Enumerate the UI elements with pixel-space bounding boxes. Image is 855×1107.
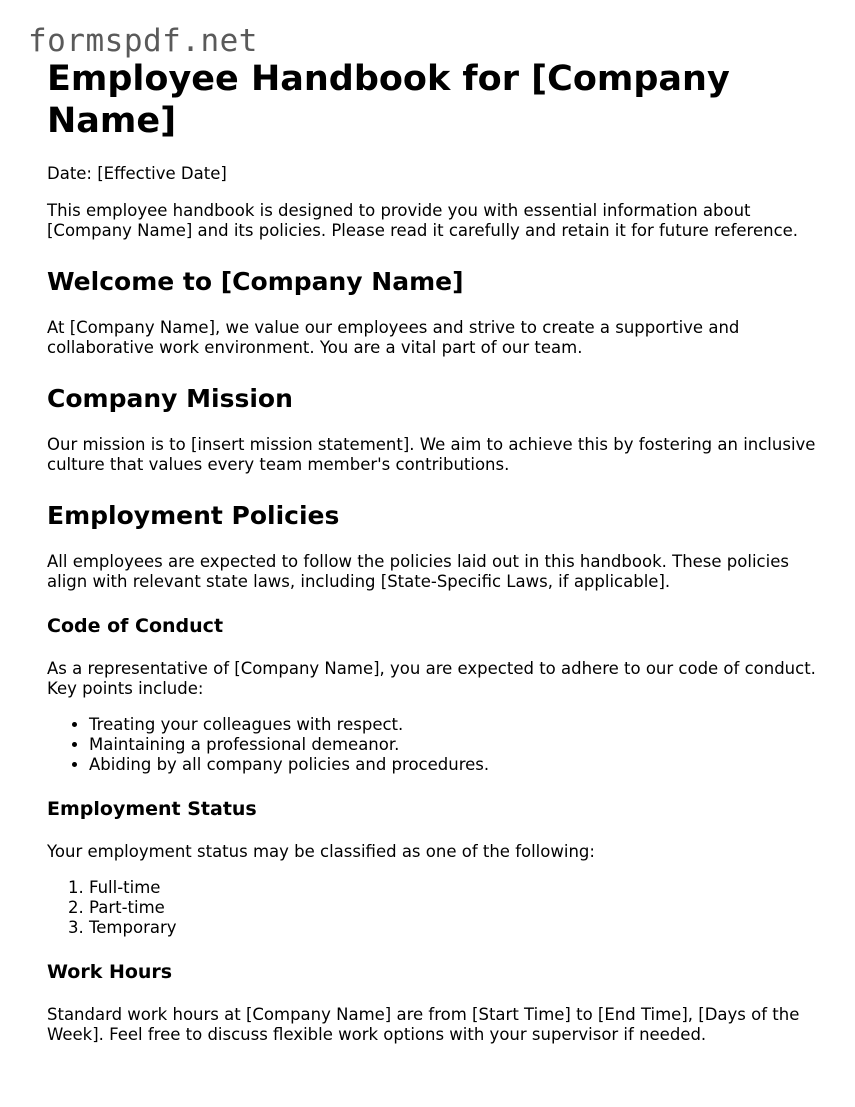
policies-paragraph: All employees are expected to follow the policies laid out in this handbook. These policies align with relevant state laws, including [State-Specific Laws, if applicable]. <box>47 552 789 591</box>
watermark: formspdf.net <box>28 23 258 59</box>
conduct-heading: Code of Conduct <box>47 615 224 637</box>
page-title: Employee Handbook for [Company Name] <box>47 59 730 141</box>
welcome-paragraph: At [Company Name], we value our employees and strive to create a supportive and collaborative work environment. You are a vital part of our team. <box>47 318 740 357</box>
list-item: • Maintaining a professional demeanor. <box>89 735 817 755</box>
list-item: 3. Temporary <box>89 918 817 938</box>
welcome-heading: Welcome to [Company Name] <box>47 267 464 296</box>
status-list <box>47 878 817 938</box>
conduct-list <box>47 715 817 775</box>
conduct-paragraph: As a representative of [Company Name], you are expected to adhere to our code of conduct. Key points include: <box>47 659 816 698</box>
list-item: • Treating your colleagues with respect. <box>89 715 817 735</box>
list-item: 2. Part-time <box>89 898 817 918</box>
status-paragraph: Your employment status may be classified as one of the following: <box>47 842 595 861</box>
mission-paragraph: Our mission is to [insert mission statement]. We aim to achieve this by fostering an inclusive culture that values every team member's contributions. <box>47 435 816 474</box>
policies-heading: Employment Policies <box>47 501 340 530</box>
document-body <box>47 58 817 1045</box>
work-hours-paragraph: Standard work hours at [Company Name] are from [Start Time] to [End Time], [Days of the Week]. Feel free to discuss flexible work options with your supervisor if needed. <box>47 1005 800 1044</box>
list-item: • Abiding by all company policies and procedures. <box>89 755 817 775</box>
intro-paragraph: This employee handbook is designed to provide you with essential information about [Company Name] and its policies. Please read it carefully and retain it for future reference. <box>47 201 799 240</box>
mission-heading: Company Mission <box>47 384 293 413</box>
status-heading: Employment Status <box>47 798 257 820</box>
list-item: 1. Full-time <box>89 878 817 898</box>
work-hours-heading: Work Hours <box>47 961 173 983</box>
effective-date: Date: [Effective Date] <box>47 164 227 183</box>
